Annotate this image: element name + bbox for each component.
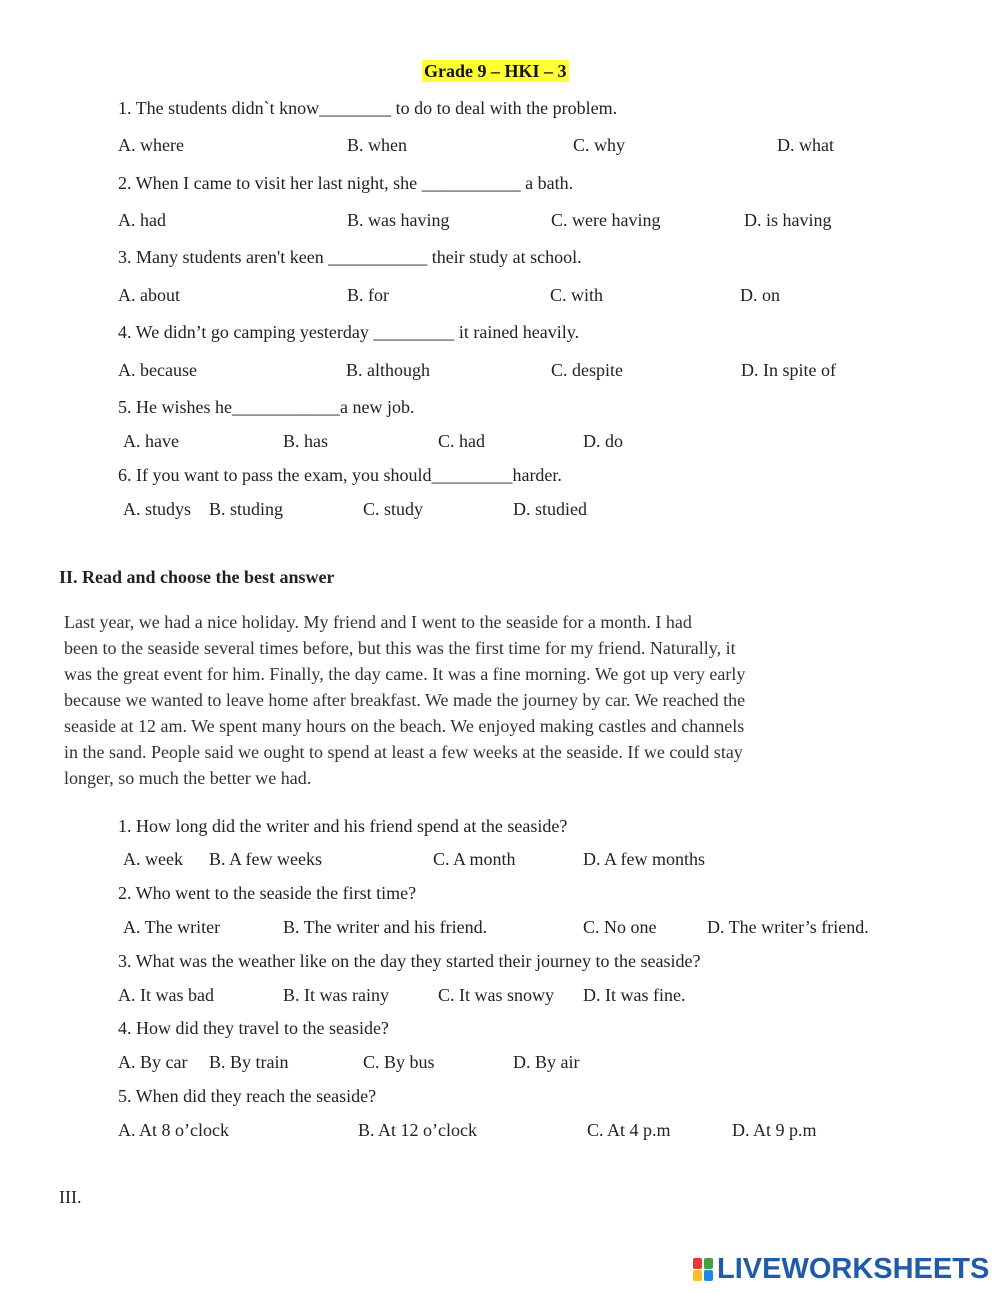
option[interactable]: B. The writer and his friend. [283,917,488,937]
option[interactable]: C. were having [551,210,661,230]
option[interactable]: D. on [740,285,780,305]
option[interactable]: C. had [438,431,485,451]
option[interactable]: B. It was rainy [283,985,389,1005]
option[interactable]: D. is having [744,210,832,230]
option[interactable]: D. The writer’s friend. [707,917,869,937]
option[interactable]: C. despite [551,360,623,380]
question-text: 2. Who went to the seaside the first time? [118,883,417,903]
option[interactable]: B. has [283,431,328,451]
option[interactable]: A. The writer [123,917,221,937]
option[interactable]: A. studys [123,499,192,519]
option[interactable]: A. At 8 o’clock [118,1120,229,1140]
option[interactable]: A. because [118,360,197,380]
question-text: 5. When did they reach the seaside? [118,1086,377,1106]
option[interactable]: B. for [347,285,389,305]
option[interactable]: C. At 4 p.m [587,1120,671,1140]
question-text: 4. How did they travel to the seaside? [118,1018,389,1038]
logo-blocks-icon [693,1256,715,1282]
option[interactable]: B. studing [209,499,284,519]
option[interactable]: A. where [118,135,184,155]
question-text: 2. When I came to visit her last night, she ___________ a bath. [118,173,574,193]
option[interactable]: C. study [363,499,424,519]
question-text: 6. If you want to pass the exam, you should_________harder. [118,465,562,485]
option[interactable]: A. about [118,285,180,305]
option[interactable]: B. although [346,360,430,380]
page-title: Grade 9 – HKI – 3 [424,61,567,81]
option[interactable]: B. was having [347,210,450,230]
question-text: 3. Many students aren't keen ___________ their study at school. [118,247,582,267]
option[interactable]: D. do [583,431,623,451]
option[interactable]: D. A few months [583,849,706,869]
option[interactable]: A. It was bad [118,985,214,1005]
option[interactable]: D. studied [513,499,587,519]
option[interactable]: C. A month [433,849,516,869]
section-heading-part3: III. [59,1187,82,1207]
option[interactable]: A. have [123,431,179,451]
option[interactable]: D. By air [513,1052,580,1072]
logo-text: LIVEWORKSHEETS [717,1252,990,1285]
passage-line: Last year, we had a nice holiday. My friend and I went to the seaside for a month. I had [64,612,692,632]
option[interactable]: B. By train [209,1052,289,1072]
option[interactable]: B. At 12 o’clock [358,1120,477,1140]
question-text: 1. The students didn`t know________ to do to deal with the problem. [118,98,618,118]
option[interactable]: C. It was snowy [438,985,554,1005]
question-text: 5. He wishes he____________a new job. [118,397,415,417]
liveworksheets-logo [693,1254,989,1284]
option[interactable]: B. A few weeks [209,849,322,869]
option[interactable]: B. when [347,135,407,155]
option[interactable]: C. with [550,285,604,305]
option[interactable]: D. It was fine. [583,985,686,1005]
option[interactable]: C. why [573,135,626,155]
option[interactable]: C. By bus [363,1052,435,1072]
question-text: 4. We didn’t go camping yesterday _________ it rained heavily. [118,322,580,342]
option[interactable]: A. had [118,210,166,230]
option[interactable]: D. In spite of [741,360,836,380]
option[interactable]: D. At 9 p.m [732,1120,817,1140]
option[interactable]: A. By car [118,1052,188,1072]
passage-line: was the great event for him. Finally, the day came. It was a fine morning. We got up very early [64,664,746,684]
question-text: 3. What was the weather like on the day they started their journey to the seaside? [118,951,701,971]
question-text: 1. How long did the writer and his friend spend at the seaside? [118,816,568,836]
passage-line: longer, so much the better we had. [64,768,312,788]
option[interactable]: D. what [777,135,834,155]
passage-line: because we wanted to leave home after breakfast. We made the journey by car. We reached the [64,690,746,710]
passage-line: in the sand. People said we ought to spend at least a few weeks at the seaside. If we could stay [64,742,743,762]
reading-passage [64,609,824,791]
passage-line: been to the seaside several times before, but this was the first time for my friend. Naturally, it [64,638,736,658]
option[interactable]: C. No one [583,917,657,937]
section-heading-reading: II. Read and choose the best answer [59,567,335,587]
option[interactable]: A. week [123,849,183,869]
passage-line: seaside at 12 am. We spent many hours on the beach. We enjoyed making castles and channels [64,716,745,736]
